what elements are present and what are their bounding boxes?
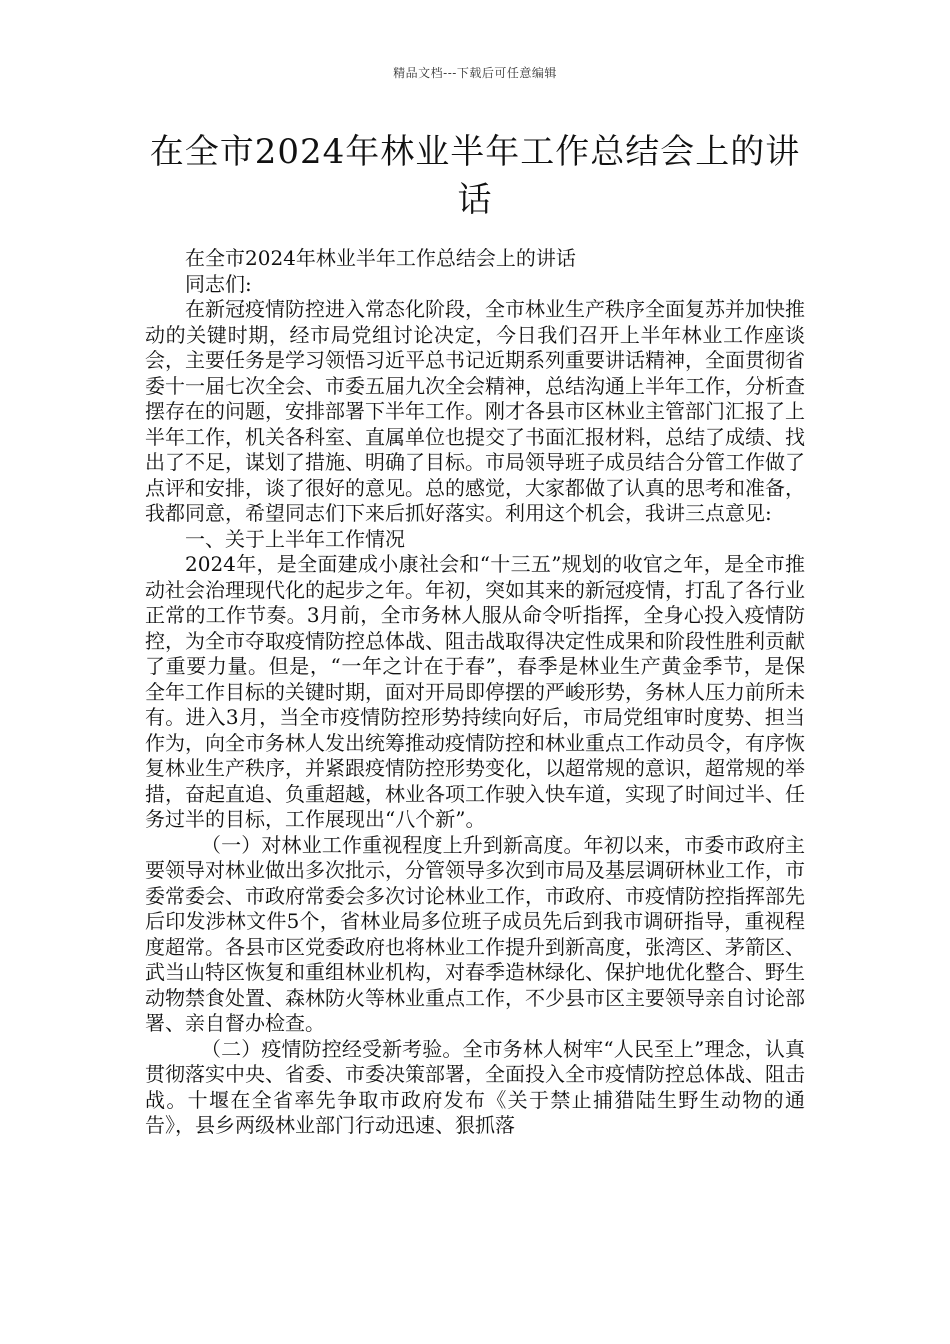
body-paragraph: 2024年，是全面建成小康社会和“十三五”规划的收官之年，是全市推动社会治理现代化的起步之年。年初，突如其来的新冠疫情，打乱了各行业正常的工作节奏。3月前，全市务林人服从命令听指挥，全身心投入疫情防控，为全市夺取疫情防控总体战、阻击战取得决定性成果和阶段性胜利贡献了重要力量。但是，“一年之计在于春”，春季是林业生产黄金季节，是保全年工作目标的关键时期，面对开局即停摆的严峻形势，务林人压力前所未有。进入3月，当全市疫情防控形势持续向好后，市局党组审时度势、担当作为，向全市务林人发出统筹推动疫情防控和林业重点工作动员令，有序恢复林业生产秩序，并紧跟疫情防控形势变化，以超常规的意识，超常规的举措，奋起直追、负重超越，林业各项工作驶入快车道，实现了时间过半、任务过半的目标，工作展现出“八个新”。 bbox=[145, 552, 805, 831]
body-paragraph: （一）对林业工作重视程度上升到新高度。年初以来，市委市政府主要领导对林业做出多次批示，分管领导多次到市局及基层调研林业工作，市委常委会、市政府常委会多次讨论林业工作，市政府、市疫情防控指挥部先后印发涉林文件5个，省林业局多位班子成员先后到我市调研指导，重视程度超常。各县市区党委政府也将林业工作提升到新高度，张湾区、茅箭区、武当山特区恢复和重组林业机构，对春季造林绿化、保护地优化整合、野生动物禁食处置、森林防火等林业重点工作，不少县市区主要领导亲自讨论部署、亲自督办检查。 bbox=[145, 832, 805, 1035]
body-paragraph: 在新冠疫情防控进入常态化阶段，全市林业生产秩序全面复苏并加快推动的关键时期，经市局党组讨论决定，今日我们召开上半年林业工作座谈会，主要任务是学习领悟习近平总书记近期系列重要讲话精神，全面贯彻省委十一届七次全会、市委五届九次全会精神，总结沟通上半年工作，分析查摆存在的问题，安排部署下半年工作。刚才各县市区林业主管部门汇报了上半年工作，机关各科室、直属单位也提交了书面汇报材料，总结了成绩、找出了不足，谋划了措施、明确了目标。市局领导班子成员结合分管工作做了点评和安排，谈了很好的意见。总的感觉，大家都做了认真的思考和准备，我都同意，希望同志们下来后抓好落实。利用这个机会，我讲三点意见: bbox=[145, 297, 805, 525]
body-paragraph-salutation: 同志们: bbox=[185, 271, 252, 296]
document-body bbox=[145, 246, 805, 1139]
body-paragraph: （二）疫情防控经受新考验。全市务林人树牢“人民至上”理念，认真贯彻落实中央、省委、市委决策部署，全面投入全市疫情防控总体战、阻击战。十堰在全省率先争取市政府发布《关于禁止捕猎陆生野生动物的通告》，县乡两级林业部门行动迅速、狠抓落 bbox=[145, 1036, 805, 1137]
body-paragraph-subtitle: 在全市2024年林业半年工作总结会上的讲话 bbox=[185, 246, 576, 270]
document-title: 在全市2024年林业半年工作总结会上的讲话 bbox=[149, 132, 801, 220]
header-note: 精品文档---下载后可任意编辑 bbox=[393, 66, 557, 80]
section-heading: 一、关于上半年工作情况 bbox=[185, 526, 405, 551]
